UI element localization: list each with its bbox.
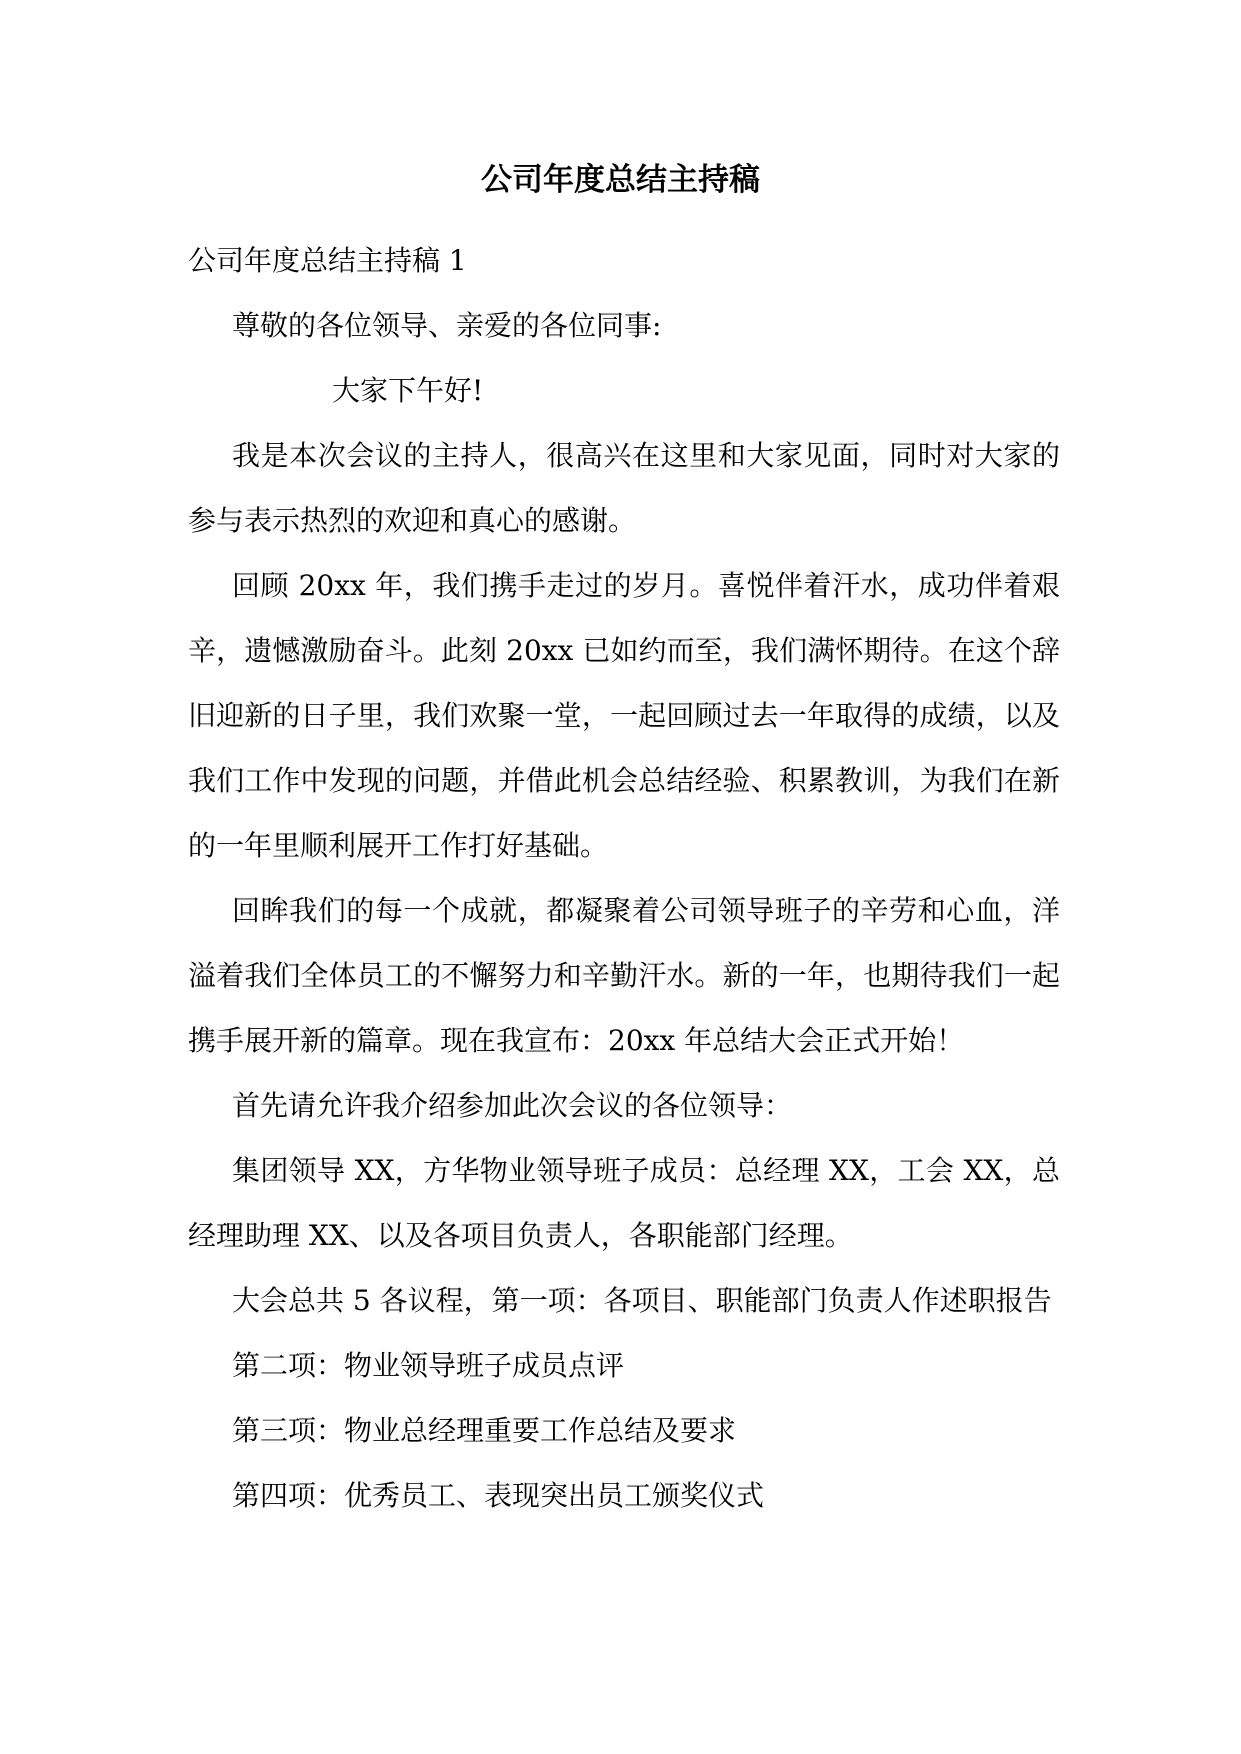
- agenda-item: 第二项：物业领导班子成员点评: [232, 1349, 625, 1382]
- agenda-item: 第四项：优秀员工、表现突出员工颁奖仪式: [232, 1479, 765, 1512]
- body-paragraph: 集团领导 XX，方华物业领导班子成员：总经理 XX，工会 XX，总经理助理 XX、以及各项目负责人，各职能部门经理。: [188, 1154, 1060, 1252]
- section-heading: 公司年度总结主持稿 1: [188, 244, 467, 277]
- document-title: 公司年度总结主持稿: [481, 162, 760, 198]
- body-paragraph: 回顾 20xx 年，我们携手走过的岁月。喜悦伴着汗水，成功伴着艰辛，遗憾激励奋斗。此刻 20xx 已如约而至，我们满怀期待。在这个辞旧迎新的日子里，我们欢聚一堂，一起回顾过去一年取得的成绩，以及我们工作中发现的问题，并借此机会总结经验、积累教训，为我们在新的一年里顺利展开工作打好基础。: [188, 569, 1060, 862]
- agenda-item: 第三项：物业总经理重要工作总结及要求: [232, 1414, 737, 1447]
- body-paragraph: 我是本次会议的主持人，很高兴在这里和大家见面，同时对大家的参与表示热烈的欢迎和真心的感谢。: [188, 439, 1060, 537]
- agenda-item: 大会总共 5 各议程，第一项：各项目、职能部门负责人作述职报告: [232, 1284, 1052, 1317]
- body-paragraph: 首先请允许我介绍参加此次会议的各位领导：: [232, 1089, 793, 1122]
- body-paragraph: 回眸我们的每一个成就，都凝聚着公司领导班子的辛劳和心血，洋溢着我们全体员工的不懈努力和辛勤汗水。新的一年，也期待我们一起携手展开新的篇章。现在我宣布：20xx 年总结大会正式开始！: [188, 894, 1060, 1057]
- greeting: 大家下午好!: [332, 374, 484, 407]
- salutation: 尊敬的各位领导、亲爱的各位同事:: [232, 309, 662, 342]
- document-body: [188, 228, 1060, 1528]
